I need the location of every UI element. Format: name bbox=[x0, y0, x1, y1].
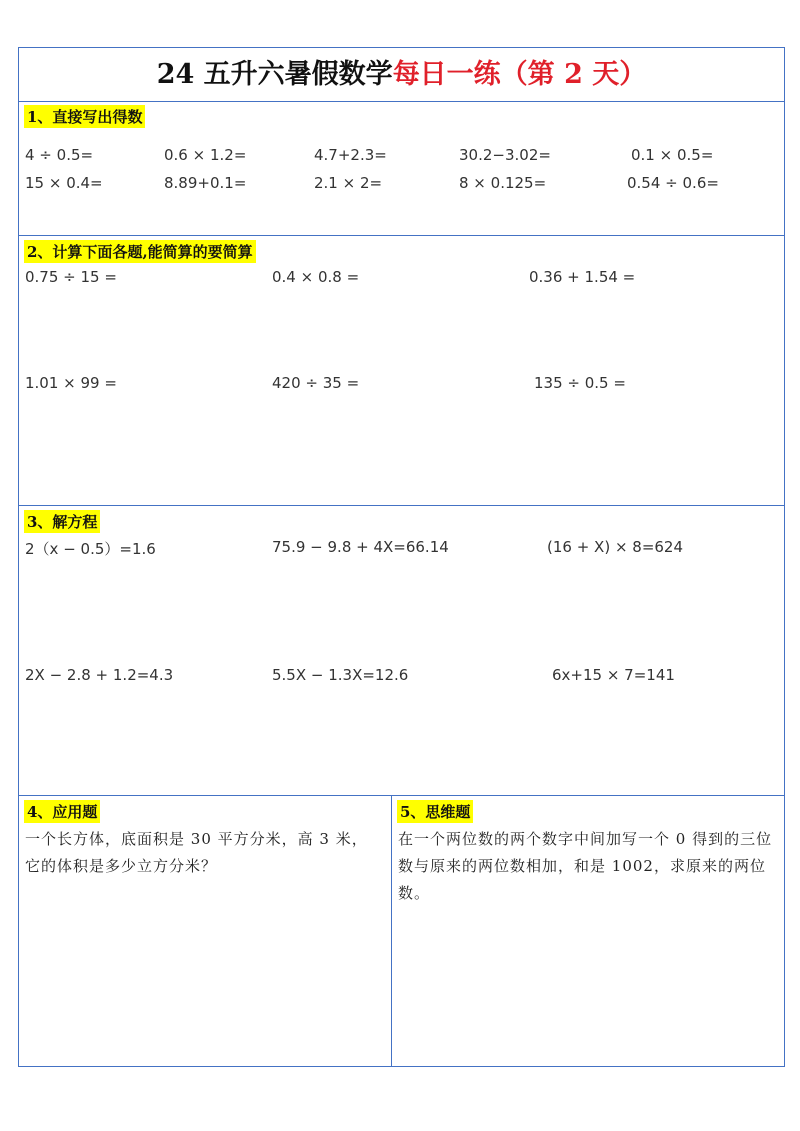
equation-item: (16 + X) × 8=624 bbox=[547, 538, 684, 556]
problem-item: 135 ÷ 0.5 = bbox=[534, 374, 626, 392]
section-heading: 1、直接写出得数 bbox=[24, 105, 145, 128]
problem-item: 30.2−3.02= bbox=[459, 146, 551, 164]
problem-item: 1.01 × 99 = bbox=[25, 374, 117, 392]
thinking-problem-text: 在一个两位数的两个数字中间加写一个 0 得到的三位数与原来的两位数相加，和是 1002，求原来的两位数。 bbox=[398, 830, 773, 902]
problem-item: 0.54 ÷ 0.6= bbox=[627, 174, 719, 192]
title-main: 24 五升六暑假数学 bbox=[156, 59, 393, 90]
equation-item: 5.5X − 1.3X=12.6 bbox=[272, 666, 409, 684]
problem-item: 15 × 0.4= bbox=[25, 174, 103, 192]
problem-item: 4 ÷ 0.5= bbox=[25, 146, 94, 164]
problem-item: 0.4 × 0.8 = bbox=[272, 268, 360, 286]
title-highlight: 每日一练（第 2 天） bbox=[392, 59, 647, 90]
equation-item: 75.9 − 9.8 + 4X=66.14 bbox=[272, 538, 449, 556]
section-direct-answers bbox=[19, 101, 784, 236]
worksheet bbox=[18, 47, 785, 1067]
section-calculation bbox=[19, 236, 784, 506]
problem-item: 4.7+2.3= bbox=[314, 146, 387, 164]
problem-item: 0.36 + 1.54 = bbox=[529, 268, 636, 286]
problem-item: 0.6 × 1.2= bbox=[164, 146, 247, 164]
problem-item: 420 ÷ 35 = bbox=[272, 374, 360, 392]
section-thinking-problem bbox=[392, 796, 783, 1066]
equation-item: 6x+15 × 7=141 bbox=[552, 666, 675, 684]
section-heading: 5、思维题 bbox=[397, 800, 473, 823]
section-heading: 2、计算下面各题,能简算的要简算 bbox=[24, 240, 256, 263]
page-title bbox=[19, 48, 784, 102]
section-heading: 3、解方程 bbox=[24, 510, 100, 533]
problem-item: 8 × 0.125= bbox=[459, 174, 547, 192]
equation-item: 2（x − 0.5）=1.6 bbox=[25, 540, 156, 558]
section-heading: 4、应用题 bbox=[24, 800, 100, 823]
problem-item: 8.89+0.1= bbox=[164, 174, 247, 192]
problem-item: 0.75 ÷ 15 = bbox=[25, 268, 117, 286]
section-equations bbox=[19, 506, 784, 796]
problem-item: 0.1 × 0.5= bbox=[631, 146, 714, 164]
word-problem-text: 一个长方体，底面积是 30 平方分米，高 3 米，它的体积是多少立方分米？ bbox=[25, 830, 368, 875]
section-word-problem bbox=[19, 796, 392, 1066]
problem-item: 2.1 × 2= bbox=[314, 174, 383, 192]
equation-item: 2X − 2.8 + 1.2=4.3 bbox=[25, 666, 174, 684]
